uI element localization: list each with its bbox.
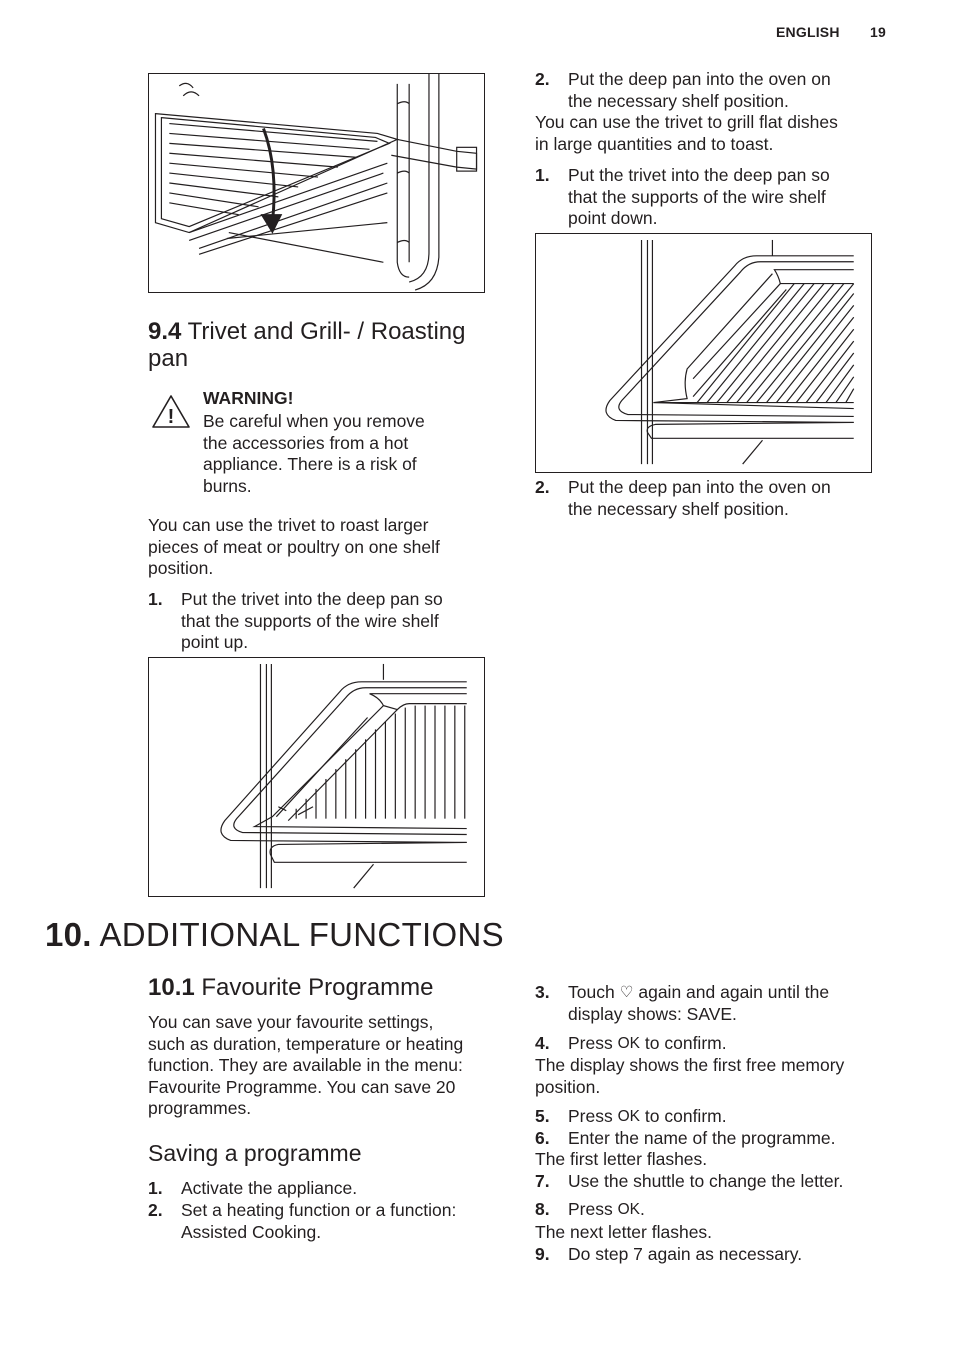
figure-trivet-up — [148, 657, 485, 897]
section-number: 10.1 — [148, 974, 195, 1001]
step-number: 1. — [148, 1178, 163, 1198]
step-number: 2. — [535, 477, 550, 497]
step-pre: Press — [568, 1033, 613, 1053]
step-8-note: The next letter flashes. — [535, 1222, 713, 1242]
ok-icon: OK — [617, 1108, 641, 1125]
paragraph-line: in large quantities and to toast. — [535, 133, 774, 154]
step-line: display shows: SAVE. — [568, 1003, 737, 1024]
step-line — [568, 982, 829, 1004]
saving-step-6 — [535, 1128, 895, 1150]
grill-step-2 — [535, 477, 895, 521]
step-text: Use the shuttle to change the letter. — [568, 1171, 844, 1191]
step-line: point down. — [568, 208, 658, 229]
saving-step-1 — [148, 1178, 508, 1200]
saving-step-2 — [148, 1200, 508, 1244]
roast-step-2 — [535, 69, 895, 113]
saving-step-7 — [535, 1171, 895, 1193]
paragraph-line: position. — [148, 558, 214, 579]
step-number: 5. — [535, 1106, 550, 1126]
warning-triangle-icon — [150, 393, 192, 431]
chapter-number: 10. — [45, 916, 92, 953]
section-title: Favourite Programme — [201, 974, 434, 1001]
saving-step-5 — [535, 1106, 895, 1128]
step-4-note — [535, 1055, 844, 1098]
paragraph-line: You can use the trivet to grill flat dishes — [535, 112, 838, 132]
step-text: Do step 7 again as necessary. — [568, 1244, 803, 1264]
paragraph-line: You can use the trivet to roast larger — [148, 515, 429, 535]
step-line: Activate the appliance. — [181, 1178, 358, 1198]
trivet-down-illustration — [536, 234, 871, 472]
paragraph-line: Favourite Programme. You can save 20 — [148, 1076, 456, 1097]
chapter-heading — [45, 917, 504, 953]
grill-intro-paragraph — [535, 112, 838, 155]
step-pre: Press — [568, 1199, 613, 1219]
ok-icon: OK — [617, 1035, 641, 1052]
paragraph-line: function. They are available in the menu: — [148, 1055, 463, 1076]
step-text — [568, 1199, 645, 1221]
saving-step-9 — [535, 1244, 895, 1266]
step-text — [568, 165, 830, 230]
step-text — [181, 589, 443, 654]
warning-line: burns. — [203, 475, 252, 496]
warning-text — [203, 411, 425, 497]
step-number: 4. — [535, 1033, 550, 1053]
step-line: point up. — [181, 632, 249, 653]
header-language: ENGLISH — [776, 24, 840, 40]
section-heading-10-1 — [148, 974, 433, 1001]
step-line: the necessary shelf position. — [568, 498, 789, 519]
note-line: The display shows the first free memory — [535, 1055, 845, 1075]
step-line: Assisted Cooking. — [181, 1221, 322, 1242]
favourite-paragraph — [148, 1012, 463, 1120]
saving-step-3 — [535, 982, 895, 1026]
step-text — [568, 477, 831, 520]
step-number: 8. — [535, 1199, 550, 1219]
shelf-insertion-illustration — [149, 74, 484, 292]
saving-step-4 — [535, 1033, 895, 1055]
roast-intro-paragraph — [148, 515, 440, 580]
warning-line: Be careful when you remove — [203, 411, 425, 431]
step-line: that the supports of the wire shelf — [181, 610, 439, 631]
warning-mark: ! — [167, 406, 175, 428]
step-post: . — [640, 1199, 645, 1219]
subheading-saving-programme: Saving a programme — [148, 1140, 362, 1166]
step-text — [181, 1200, 456, 1243]
step-post: to confirm. — [644, 1033, 727, 1053]
step-pre: Touch — [568, 982, 615, 1002]
warning-line: the accessories from a hot — [203, 432, 409, 453]
section-title: Trivet and Grill- / Roasting pan — [148, 318, 466, 372]
paragraph-line: You can save your favourite settings, — [148, 1012, 434, 1032]
paragraph-line: programmes. — [148, 1098, 252, 1119]
roast-step-1 — [148, 589, 488, 655]
step-line: Put the trivet into the deep pan so — [181, 589, 443, 609]
step-post: again and again until the — [638, 982, 830, 1002]
step-line: Put the deep pan into the oven on — [568, 69, 831, 89]
step-text — [568, 1033, 727, 1055]
step-post: to confirm. — [644, 1106, 727, 1126]
figure-shelf-insertion — [148, 73, 485, 293]
trivet-up-illustration — [149, 658, 484, 896]
saving-step-8 — [535, 1199, 895, 1221]
step-text — [568, 69, 831, 112]
grill-step-1 — [535, 165, 895, 231]
paragraph-line: such as duration, temperature or heating — [148, 1033, 464, 1054]
note-line: position. — [535, 1076, 601, 1097]
step-6-note: The first letter flashes. — [535, 1149, 708, 1169]
step-number: 2. — [148, 1200, 163, 1220]
section-number: 9.4 — [148, 318, 182, 345]
step-number: 2. — [535, 69, 550, 89]
ok-icon: OK — [617, 1201, 641, 1218]
step-number: 1. — [148, 589, 163, 609]
step-pre: Press — [568, 1106, 613, 1126]
paragraph-line: pieces of meat or poultry on one shelf — [148, 536, 440, 557]
step-text — [181, 1178, 357, 1200]
step-text — [568, 1106, 727, 1128]
step-number: 9. — [535, 1244, 550, 1264]
step-line: Put the trivet into the deep pan so — [568, 165, 830, 185]
step-line: Put the deep pan into the oven on — [568, 477, 831, 497]
step-line: that the supports of the wire shelf — [568, 186, 826, 207]
warning-title: WARNING! — [203, 388, 294, 408]
step-line: the necessary shelf position. — [568, 90, 789, 111]
page-number: 19 — [870, 24, 886, 40]
step-number: 1. — [535, 165, 550, 185]
step-text: Enter the name of the programme. — [568, 1128, 836, 1148]
step-number: 6. — [535, 1128, 550, 1148]
step-number: 7. — [535, 1171, 550, 1191]
step-number: 3. — [535, 982, 550, 1002]
step-text — [568, 982, 829, 1025]
chapter-title: ADDITIONAL FUNCTIONS — [99, 916, 504, 953]
step-line: Set a heating function or a function: — [181, 1200, 457, 1220]
section-heading-9-4 — [148, 318, 508, 372]
warning-line: appliance. There is a risk of — [203, 454, 417, 475]
figure-trivet-down — [535, 233, 872, 473]
favourite-heart-icon: ♡ — [619, 984, 634, 1001]
